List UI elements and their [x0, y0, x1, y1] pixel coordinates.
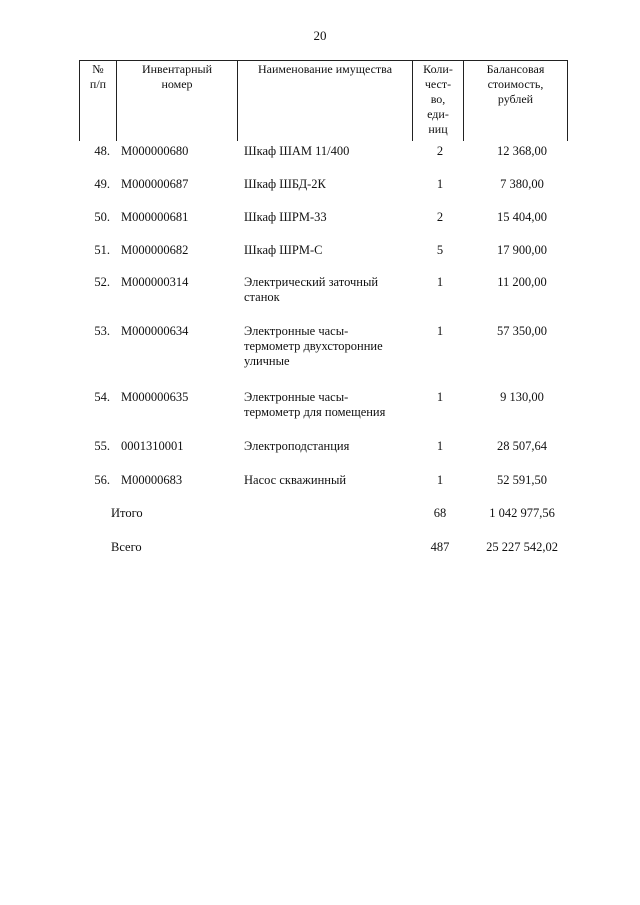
table-header	[79, 60, 568, 141]
row-number: 52.	[94, 275, 110, 289]
balance-cost: 11 200,00	[497, 275, 547, 289]
property-name	[244, 210, 419, 225]
row-number: 51.	[94, 243, 110, 257]
name-line: Насос скважинный	[244, 473, 347, 487]
quantity: 1	[436, 177, 444, 191]
name-line: термометр двухсторонние	[244, 339, 383, 353]
balance-cost: 52 591,50	[497, 473, 547, 487]
inventory-number: М00000683	[121, 473, 183, 487]
inventory-number: 0001310001	[121, 439, 184, 453]
inventory-number: М000000680	[121, 144, 189, 158]
name-line: Шкаф ШРМ-33	[244, 210, 327, 224]
page-number: 20	[313, 28, 327, 43]
quantity: 1	[436, 390, 444, 404]
property-name	[244, 439, 419, 454]
subtotal-cost: 1 042 977,56	[489, 506, 555, 520]
subtotal-quantity: 68	[433, 506, 447, 520]
header-text: рублей	[497, 92, 534, 106]
header-text: чест-	[424, 77, 452, 91]
quantity: 2	[436, 144, 444, 158]
inventory-number: М000000635	[121, 390, 189, 404]
name-line: Электронные часы-	[244, 390, 349, 404]
name-line: Электрический заточный	[244, 275, 379, 289]
quantity: 1	[436, 275, 444, 289]
balance-cost: 12 368,00	[497, 144, 547, 158]
name-line: Шкаф ШБД-2К	[244, 177, 326, 191]
quantity: 1	[436, 473, 444, 487]
name-line: Электронные часы-	[244, 324, 349, 338]
inventory-number: М000000681	[121, 210, 189, 224]
inventory-number: М000000687	[121, 177, 189, 191]
name-line: термометр для помещения	[244, 405, 386, 419]
name-line: уличные	[244, 354, 290, 368]
header-text: п/п	[89, 77, 107, 91]
property-name	[244, 390, 419, 420]
header-text: стоимость,	[487, 77, 544, 91]
balance-cost: 57 350,00	[497, 324, 547, 338]
inventory-number: М000000682	[121, 243, 189, 257]
property-name	[244, 144, 419, 159]
header-text: Наименование имущества	[257, 62, 393, 76]
quantity: 1	[436, 324, 444, 338]
total-cost: 25 227 542,02	[486, 540, 558, 554]
header-text: во,	[430, 92, 446, 106]
header-inventory-number	[117, 61, 238, 141]
header-text: Коли-	[423, 62, 453, 76]
header-quantity	[413, 61, 464, 141]
header-text: Инвентарный	[141, 62, 213, 76]
subtotal-label: Итого	[111, 506, 143, 520]
header-text: номер	[161, 77, 193, 91]
quantity: 5	[436, 243, 444, 257]
balance-cost: 28 507,64	[497, 439, 547, 453]
quantity: 1	[436, 439, 444, 453]
row-number: 50.	[94, 210, 110, 224]
balance-cost: 9 130,00	[500, 390, 544, 404]
property-name	[244, 324, 419, 369]
inventory-number: М000000314	[121, 275, 189, 289]
header-text: ниц	[428, 122, 448, 136]
property-name	[244, 473, 419, 488]
name-line: станок	[244, 290, 280, 304]
header-text: №	[92, 62, 104, 76]
row-number: 55.	[94, 439, 110, 453]
header-text: Балансовая	[486, 62, 545, 76]
total-label: Всего	[111, 540, 142, 554]
property-name	[244, 177, 419, 192]
name-line: Шкаф ШРМ-С	[244, 243, 323, 257]
balance-cost: 15 404,00	[497, 210, 547, 224]
quantity: 2	[436, 210, 444, 224]
balance-cost: 7 380,00	[500, 177, 544, 191]
header-balance-cost	[464, 61, 567, 141]
name-line: Шкаф ШАМ 11/400	[244, 144, 350, 158]
inventory-number: М000000634	[121, 324, 189, 338]
property-name	[244, 243, 419, 258]
total-quantity: 487	[430, 540, 450, 554]
header-row-number	[80, 61, 117, 141]
row-number: 48.	[94, 144, 110, 158]
row-number: 53.	[94, 324, 110, 338]
row-number: 49.	[94, 177, 110, 191]
row-number: 54.	[94, 390, 110, 404]
name-line: Электроподстанция	[244, 439, 350, 453]
property-name	[244, 275, 419, 305]
header-property-name	[238, 61, 413, 141]
balance-cost: 17 900,00	[497, 243, 547, 257]
row-number: 56.	[94, 473, 110, 487]
header-text: еди-	[427, 107, 449, 121]
